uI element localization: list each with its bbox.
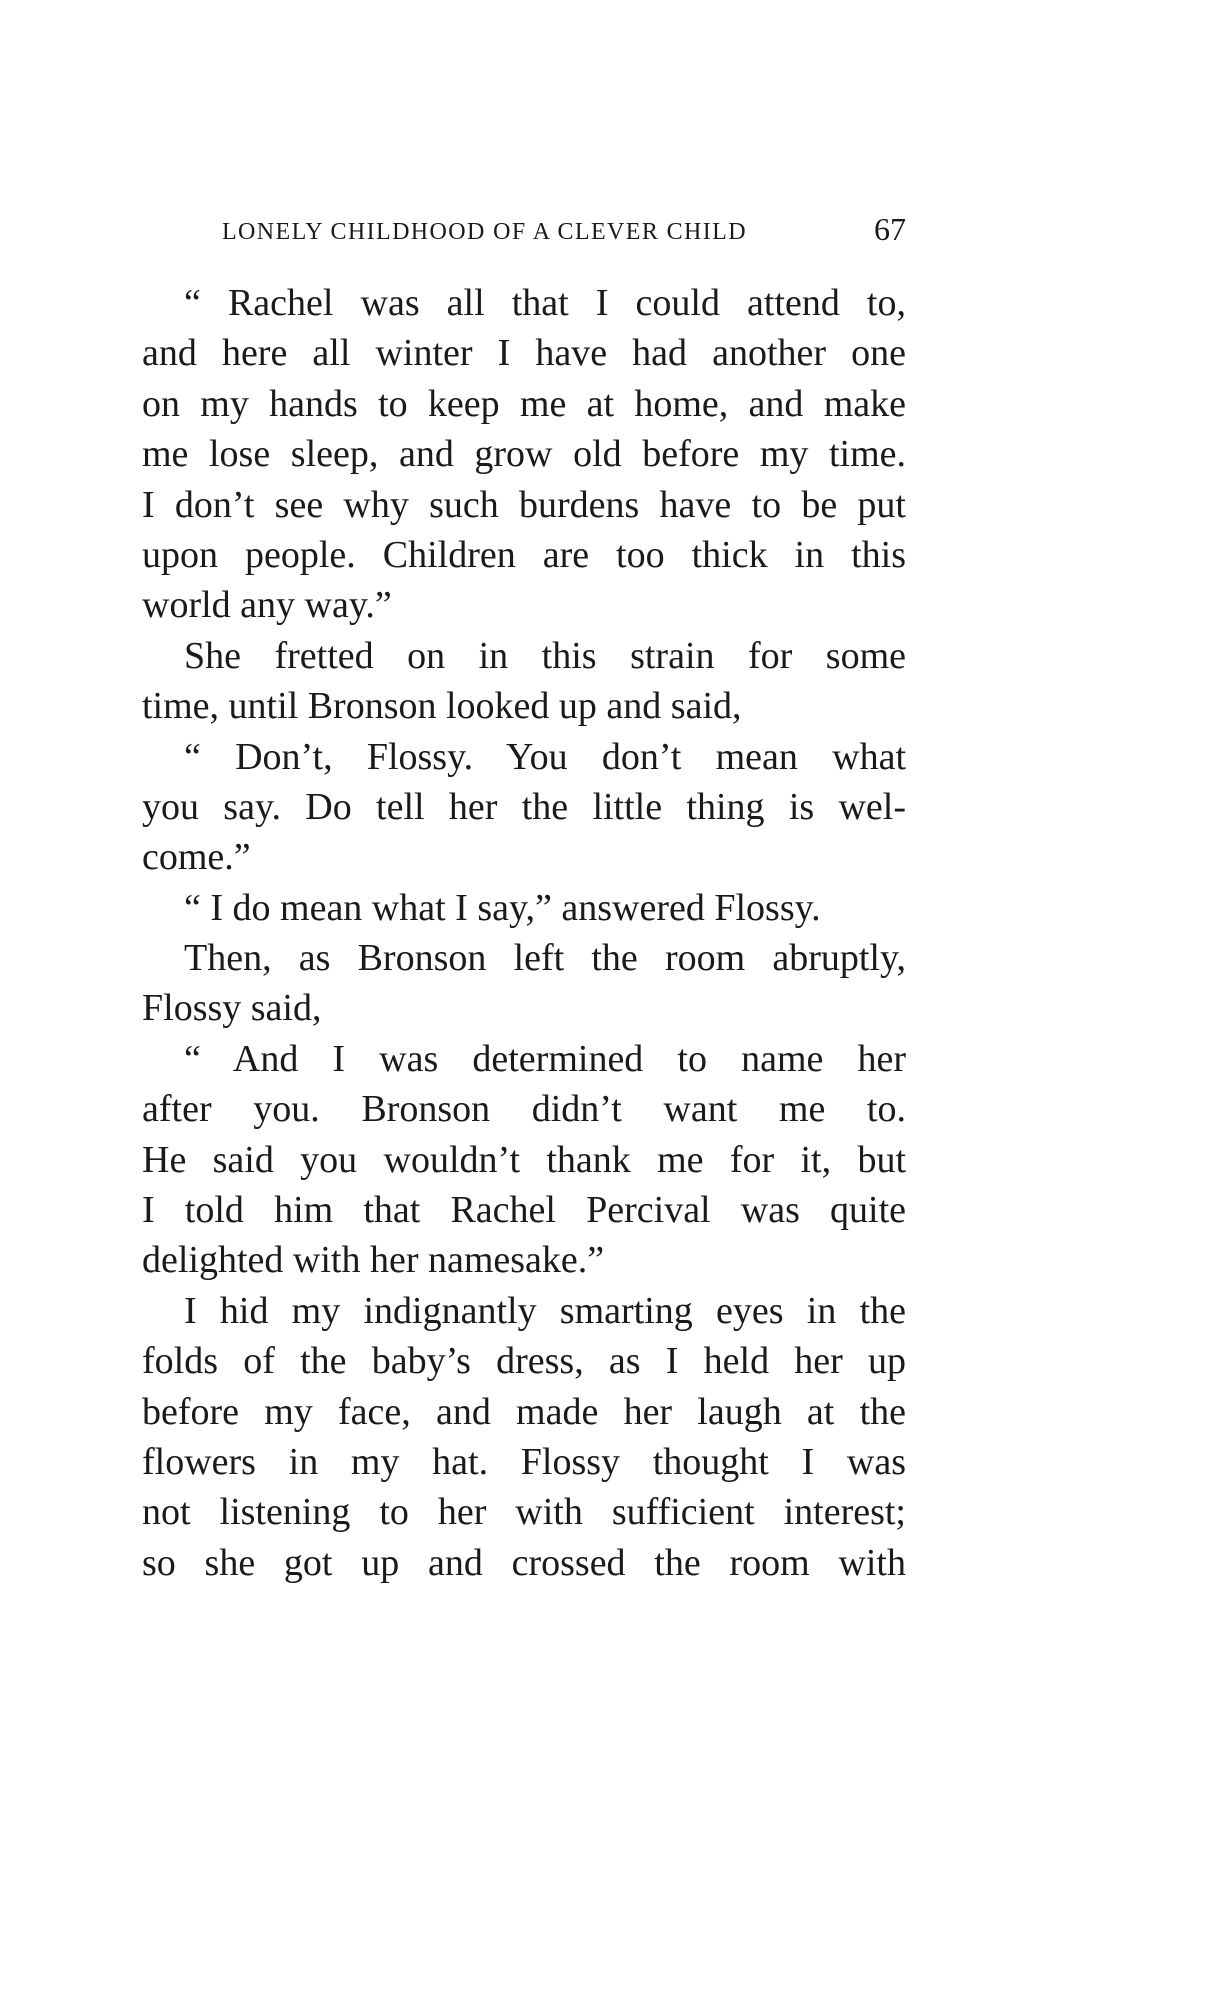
text-line: me lose sleep, and grow old before my time. <box>142 433 906 476</box>
text-line: He said you wouldn’t thank me for it, but <box>142 1138 906 1181</box>
text-line: I told him that Rachel Percival was quite <box>142 1189 906 1232</box>
text-line: Then, as Bronson left the room abruptly, <box>184 937 906 980</box>
text-line: delighted with her namesake.” <box>142 1239 605 1282</box>
text-line: not listening to her with sufficient interest; <box>142 1491 906 1534</box>
text-line: Flossy said, <box>142 987 322 1030</box>
running-title: LONELY CHILDHOOD OF A CLEVER CHILD <box>222 219 747 245</box>
text-line: so she got up and crossed the room with <box>142 1541 906 1584</box>
text-line: “ Don’t, Flossy. You don’t mean what <box>184 735 906 778</box>
text-line: time, until Bronson looked up and said, <box>142 685 742 728</box>
text-line: after you. Bronson didn’t want me to. <box>142 1088 906 1131</box>
text-line: I don’t see why such burdens have to be put <box>142 483 906 526</box>
text-line: folds of the baby’s dress, as I held her up <box>142 1340 906 1383</box>
text-line: you say. Do tell her the little thing is wel- <box>142 785 906 828</box>
page-number: 67 <box>874 211 906 247</box>
running-head <box>222 211 906 251</box>
text-line: world any way.” <box>142 584 392 627</box>
text-line: She fretted on in this strain for some <box>184 634 906 677</box>
text-line: come.” <box>142 836 251 879</box>
text-line: “ Rachel was all that I could attend to, <box>184 282 906 324</box>
text-line: “ I do mean what I say,” answered Flossy. <box>184 886 821 929</box>
text-line: I hid my indignantly smarting eyes in the <box>184 1289 906 1332</box>
text-line: and here all winter I have had another one <box>142 332 906 375</box>
body-text <box>142 278 906 1588</box>
text-line: on my hands to keep me at home, and make <box>142 382 906 425</box>
text-line: before my face, and made her laugh at the <box>142 1390 906 1433</box>
text-line: flowers in my hat. Flossy thought I was <box>142 1440 906 1483</box>
text-line: “ And I was determined to name her <box>184 1037 906 1080</box>
text-line: upon people. Children are too thick in this <box>142 533 906 576</box>
